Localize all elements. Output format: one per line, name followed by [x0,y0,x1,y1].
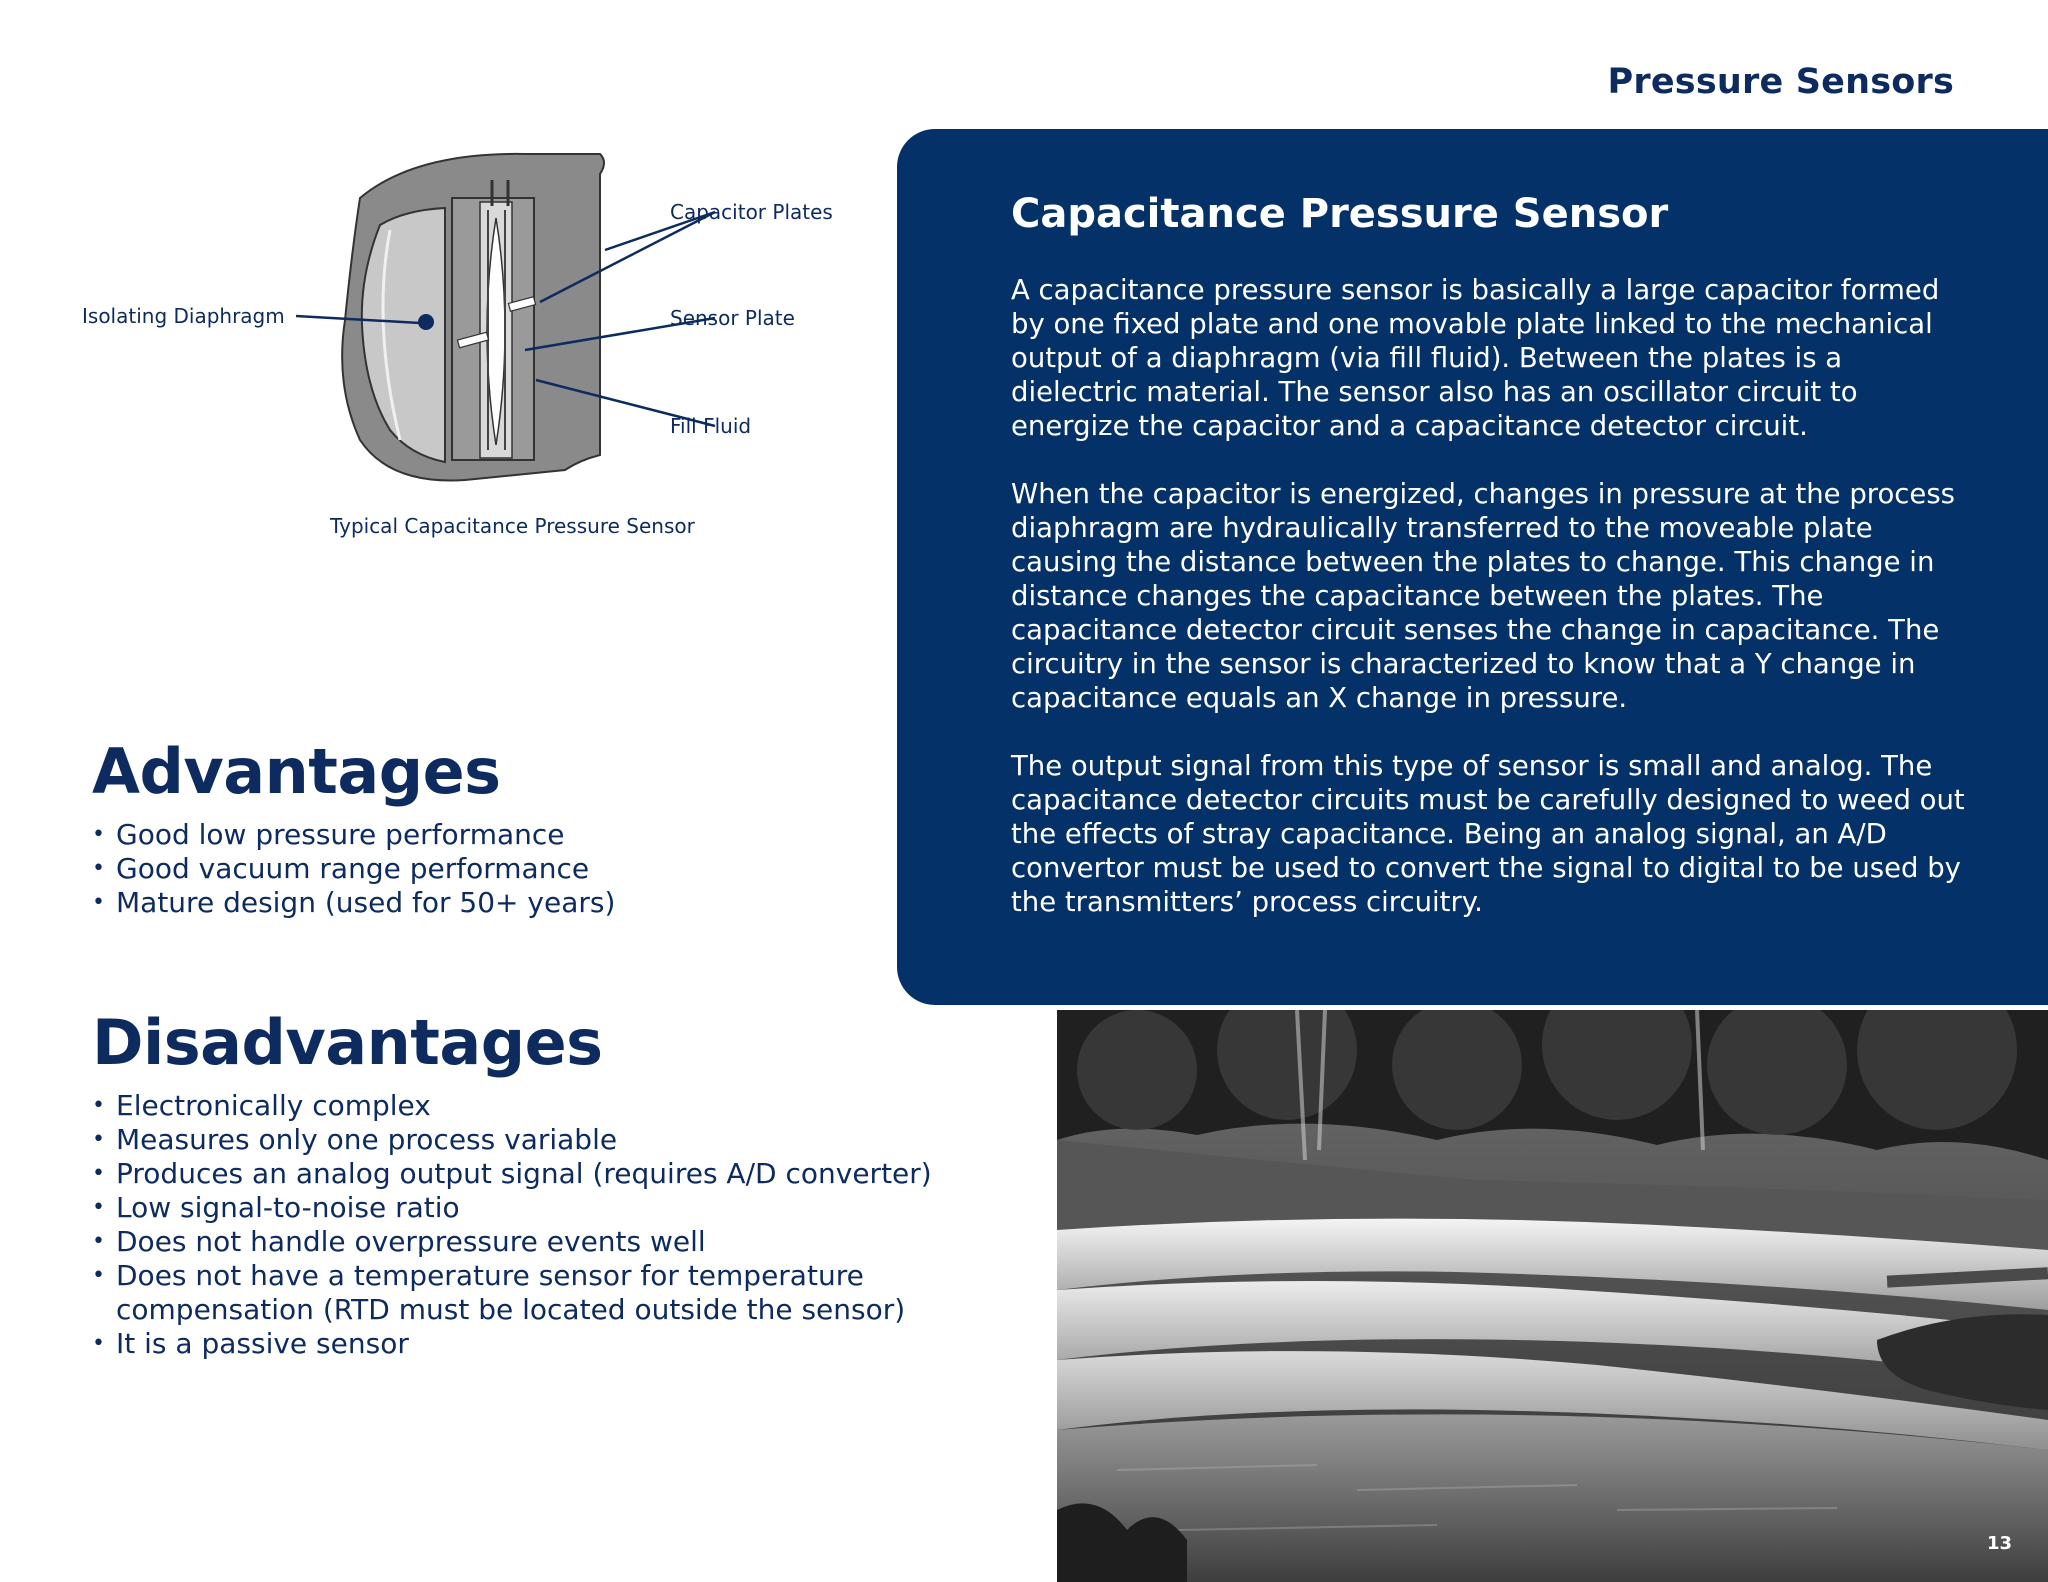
description-panel [897,129,2048,1005]
bullet-icon: • [92,1263,105,1288]
list-item: • Mature design (used for 50+ years) [92,886,616,919]
panel-body [1011,273,1971,953]
page-number: 13 [1986,1533,2012,1554]
list-item: • Low signal-to-noise ratio [92,1191,460,1224]
waterfall-image [1057,1010,2048,1582]
bullet-icon: • [92,890,105,915]
advantages-list [92,818,932,920]
bullet-icon: • [92,1127,105,1152]
bullet-icon: • [92,1331,105,1356]
disadvantages-heading: Disadvantages [92,1006,603,1079]
list-item: • Electronically complex [92,1089,431,1122]
list-item: • Good vacuum range performance [92,852,590,885]
bullet-icon: • [92,856,105,881]
waterfall-photo [1057,1010,2048,1582]
bullet-icon: • [92,1161,105,1186]
sensor-diagram [60,140,840,560]
label-fill-fluid: Fill Fluid [670,414,752,438]
panel-paragraph: When the capacitor is energized, changes in pressure at the process diaphragm are hydraulically transferred to the moveable plate causing the distance between the plates to change. This change in distance changes the capacitance between the plates. The capacitance detector circuit senses the change in capacitance. The circuitry in the sensor is characterized to know that a Y change in capacitance equals an X change in pressure. [1011,478,1955,714]
bullet-icon: • [92,1229,105,1254]
label-capacitor-plates: Capacitor Plates [670,200,833,224]
disadvantages-list [92,1089,932,1361]
list-item: • Good low pressure performance [92,818,565,851]
panel-title: Capacitance Pressure Sensor [1011,191,1669,237]
bullet-icon: • [92,1195,105,1220]
label-isolating-diaphragm: Isolating Diaphragm [82,304,285,328]
label-sensor-plate: Sensor Plate [670,306,795,330]
panel-paragraph: The output signal from this type of sensor is small and analog. The capacitance detector circuits must be carefully designed to weed out the effects of stray capacitance. Being an analog signal, an A/D convertor must be used to convert the signal to digital to be used by the transmitters’ process circuitry. [1011,750,1965,918]
list-item: • Does not handle overpressure events well [92,1225,706,1258]
bullet-icon: • [92,1093,105,1118]
list-item: • Measures only one process variable [92,1123,618,1156]
list-item: • Produces an analog output signal (requires A/D converter) [92,1157,932,1190]
panel-paragraph: A capacitance pressure sensor is basically a large capacitor formed by one fixed plate and one movable plate linked to the mechanical output of a diaphragm (via fill fluid). Between the plates is a dielectric material. The sensor also has an oscillator circuit to energize the capacitor and a capacitance detector circuit. [1011,274,1940,442]
page-header-title: Pressure Sensors [1607,62,1954,102]
advantages-heading: Advantages [92,735,501,808]
diagram-caption: Typical Capacitance Pressure Sensor [330,514,695,538]
list-item: • Does not have a temperature sensor for temperature compensation (RTD must be located outside the sensor) [92,1259,906,1326]
list-item: • It is a passive sensor [92,1327,409,1360]
bullet-icon: • [92,822,105,847]
